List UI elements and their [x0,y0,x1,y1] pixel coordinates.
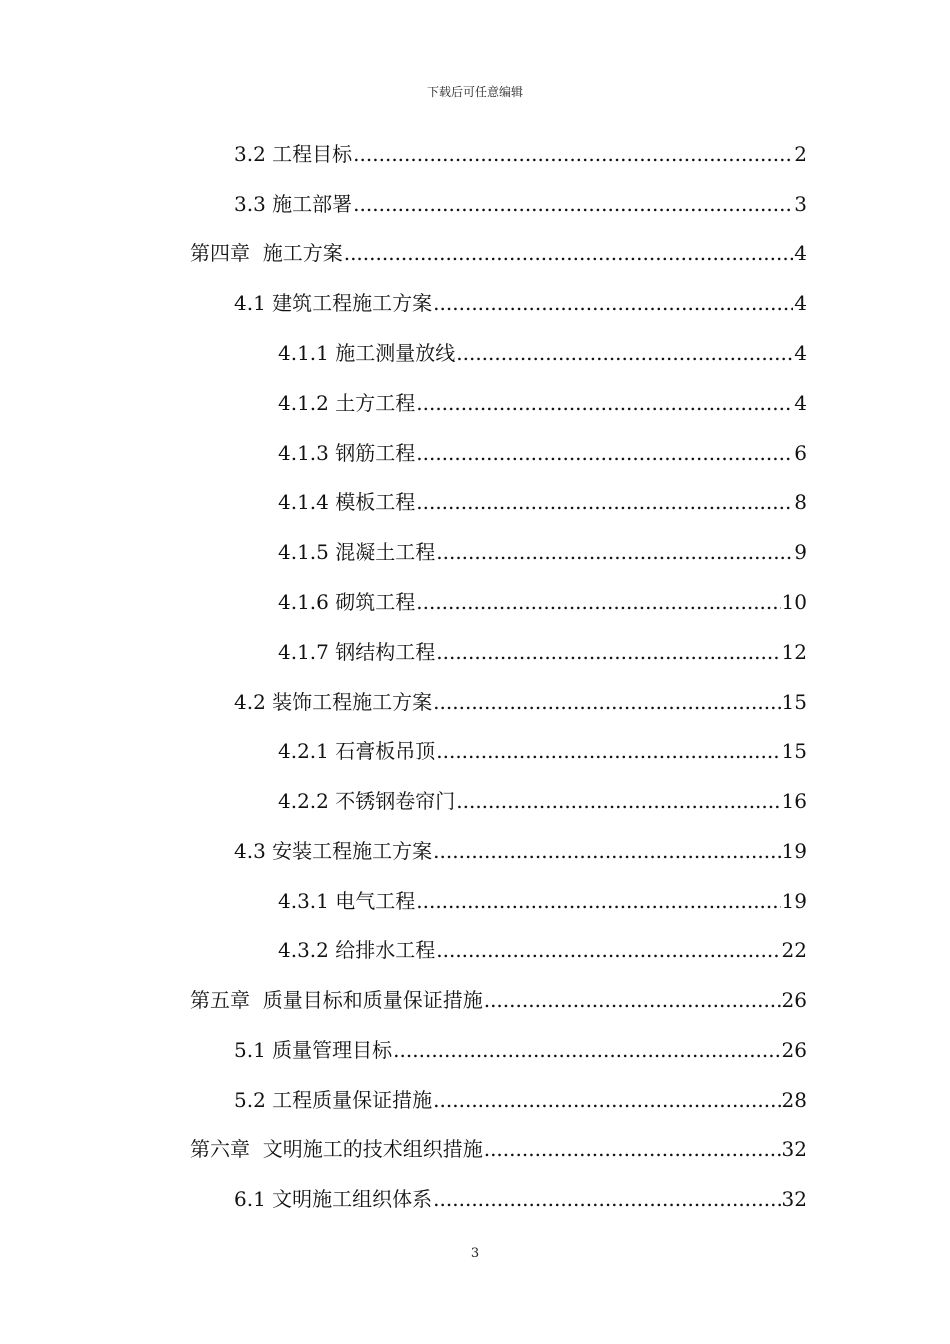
toc-entry-page: 28 [781,1088,807,1112]
toc-entry[interactable] [278,584,807,614]
toc-entry[interactable] [234,1181,807,1211]
toc-entry[interactable] [278,883,807,913]
dot-leader [484,1137,781,1161]
toc-entry[interactable] [190,1131,807,1161]
toc-entry-page: 22 [781,938,807,962]
toc-entry-title: 电气工程 [335,889,416,913]
toc-entry-number: 3.3 [234,192,273,216]
toc-entry-page: 32 [781,1187,807,1211]
toc-entry-number: 4.1.7 [278,640,336,664]
toc-entry-title: 工程目标 [272,142,353,166]
dot-leader [433,839,780,863]
toc-entry[interactable] [234,136,807,166]
toc-entry-title: 工程质量保证措施 [272,1088,433,1112]
toc-entry[interactable] [278,534,807,564]
dot-leader [344,241,794,265]
toc-entry-number: 第四章 [190,241,263,265]
toc-entry-number: 3.2 [234,142,273,166]
toc-entry-title: 钢结构工程 [335,640,436,664]
toc-entry-page: 15 [781,690,807,714]
header-note: 下载后可任意编辑 [426,85,523,99]
toc-entry-page: 12 [781,640,807,664]
toc-entry-title: 文明施工的技术组织措施 [262,1137,483,1161]
dot-leader [456,341,793,365]
dot-leader [353,142,793,166]
toc-entry[interactable] [278,634,807,664]
toc-entry-title: 砌筑工程 [335,590,416,614]
toc-entry-page: 32 [781,1137,807,1161]
toc-entry-number: 第六章 [190,1137,263,1161]
toc-entry-number: 6.1 [234,1187,273,1211]
dot-leader [416,490,793,514]
toc-entry-page: 10 [781,590,807,614]
toc-entry-page: 19 [781,839,807,863]
toc-entry-title: 质量目标和质量保证措施 [262,988,483,1012]
toc-entry-page: 4 [794,341,807,365]
toc-entry-title: 不锈钢卷帘门 [335,789,456,813]
toc-entry-page: 2 [794,142,807,166]
toc-entry[interactable] [278,783,807,813]
toc-entry-title: 文明施工组织体系 [272,1187,433,1211]
toc-entry-number: 第五章 [190,988,263,1012]
toc-entry[interactable] [278,733,807,763]
dot-leader [436,640,780,664]
toc-entry[interactable] [234,833,807,863]
toc-entry-title: 施工部署 [272,192,353,216]
toc-entry-title: 施工方案 [262,241,343,265]
toc-entry-number: 4.3.2 [278,938,336,962]
dot-leader [433,1088,780,1112]
toc-entry-title: 质量管理目标 [272,1038,393,1062]
dot-leader [433,1187,780,1211]
toc-entry-number: 4.2 [234,690,273,714]
toc-entry-page: 3 [794,192,807,216]
toc-entry[interactable] [190,982,807,1012]
toc-entry-number: 4.1.3 [278,441,336,465]
toc-entry-title: 给排水工程 [335,938,436,962]
toc-entry-title: 装饰工程施工方案 [272,690,433,714]
toc-entry-page: 6 [794,441,807,465]
toc-entry-title: 混凝土工程 [335,540,436,564]
toc-entry-title: 钢筋工程 [335,441,416,465]
page-number: 3 [470,1246,480,1261]
toc-entry[interactable] [190,235,807,265]
dot-leader [416,441,793,465]
toc-entry[interactable] [278,932,807,962]
dot-leader [433,690,780,714]
toc-entry-title: 土方工程 [335,391,416,415]
toc-entry-page: 26 [781,1038,807,1062]
toc-entry-page: 26 [781,988,807,1012]
dot-leader [416,889,780,913]
toc-entry-number: 4.2.2 [278,789,336,813]
toc-entry[interactable] [278,335,807,365]
toc-entry-number: 4.1.2 [278,391,336,415]
toc-entry-page: 4 [794,241,807,265]
toc-entry-page: 19 [781,889,807,913]
toc-entry[interactable] [234,285,807,315]
toc-entry-number: 4.1 [234,291,273,315]
toc-entry[interactable] [234,1082,807,1112]
dot-leader [436,540,793,564]
toc-entry[interactable] [234,684,807,714]
toc-entry[interactable] [234,1032,807,1062]
toc-entry-page: 8 [794,490,807,514]
toc-entry-title: 安装工程施工方案 [272,839,433,863]
dot-leader [416,590,780,614]
dot-leader [484,988,781,1012]
toc-entry-number: 4.2.1 [278,739,336,763]
toc-entry-title: 建筑工程施工方案 [272,291,433,315]
toc-entry-number: 5.2 [234,1088,273,1112]
toc-entry-page: 9 [794,540,807,564]
toc-entry[interactable] [278,484,807,514]
toc-entry[interactable] [278,435,807,465]
toc-entry-number: 4.3.1 [278,889,336,913]
toc-entry-title: 石膏板吊顶 [335,739,436,763]
toc-entry-number: 4.1.6 [278,590,336,614]
dot-leader [353,192,793,216]
toc-entry-page: 4 [794,291,807,315]
toc-entry-page: 4 [794,391,807,415]
dot-leader [393,1038,780,1062]
toc-entry-number: 4.1.4 [278,490,336,514]
toc-entry[interactable] [278,385,807,415]
toc-entry-number: 4.1.5 [278,540,336,564]
dot-leader [416,391,793,415]
dot-leader [436,739,780,763]
toc-entry-number: 4.3 [234,839,273,863]
dot-leader [433,291,793,315]
toc-entry-page: 15 [781,739,807,763]
toc-entry-title: 施工测量放线 [335,341,456,365]
toc-entry-number: 4.1.1 [278,341,336,365]
toc-entry-title: 模板工程 [335,490,416,514]
dot-leader [456,789,780,813]
toc-entry-page: 16 [781,789,807,813]
toc-entry-number: 5.1 [234,1038,273,1062]
dot-leader [436,938,780,962]
toc-entry[interactable] [234,186,807,216]
